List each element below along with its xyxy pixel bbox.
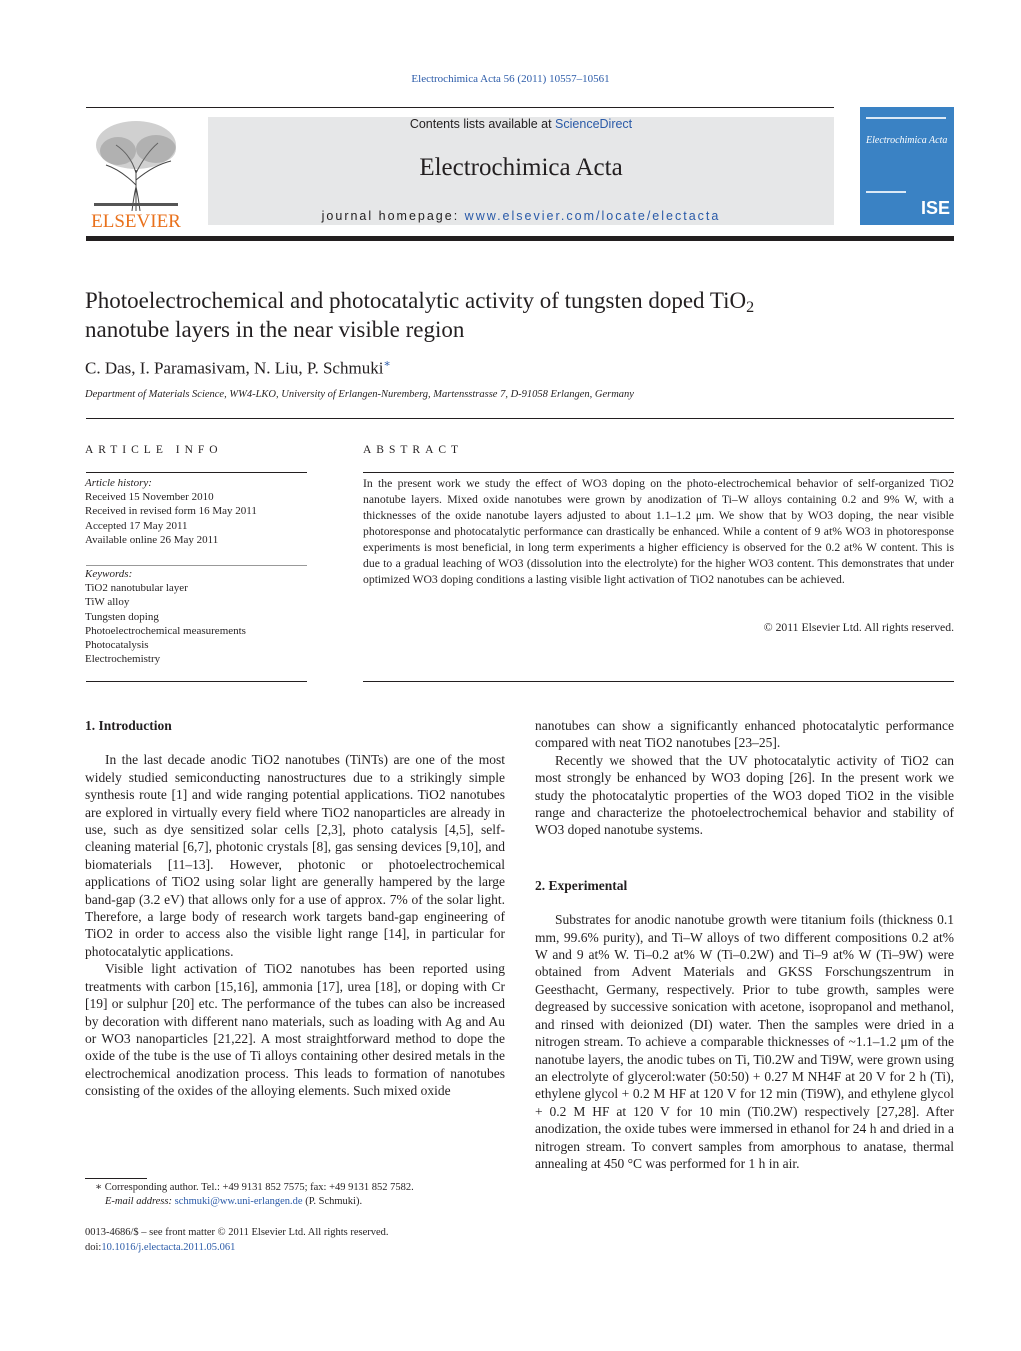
history-revised: Received in revised form 16 May 2011 bbox=[85, 505, 257, 518]
title-line-2: nanotube layers in the near visible region bbox=[85, 317, 465, 342]
authors-text: C. Das, I. Paramasivam, N. Liu, P. Schmuki bbox=[85, 358, 384, 378]
abstract-heading: ABSTRACT bbox=[363, 444, 464, 456]
email-suffix: (P. Schmuki). bbox=[305, 1196, 363, 1208]
cover-rule-2 bbox=[866, 191, 906, 193]
footnote-mark: ∗ bbox=[95, 1182, 103, 1193]
corresponding-author-footnote bbox=[85, 1181, 505, 1210]
intro-paragraph-3: Recently we showed that the UV photocatalytic activity of TiO2 can most strongly be enhanced by WO3 doping [26]. In the present work we study the photocatalytic properties of the WO3 doped TiO2 in the visible range and characterize the photoelectrochemical behavior and stability of WO3 doped nanotube systems. bbox=[535, 752, 954, 838]
abstract-rule-top bbox=[363, 472, 954, 473]
doi-line bbox=[85, 1240, 505, 1255]
keyword-item: Photocatalysis bbox=[85, 639, 149, 652]
cover-title: Electrochimica Acta bbox=[866, 135, 948, 146]
article-title bbox=[85, 286, 945, 344]
front-matter bbox=[85, 1225, 505, 1255]
keyword-item: Electrochemistry bbox=[85, 653, 161, 666]
title-subscript: 2 bbox=[746, 299, 755, 317]
affiliation-rule bbox=[86, 418, 954, 419]
article-info-heading: ARTICLE INFO bbox=[85, 444, 223, 456]
keyword-item: TiO2 nanotubular layer bbox=[85, 582, 188, 595]
intro-paragraph-2: Visible light activation of TiO2 nanotubes has been reported using treatments with carbon [15,16], ammonia [17], urea [18], or doping with Cr [19] or sulphur [20] etc. The performance of the tubes can also be increased by decoration with different nano materials, such as loading with Ag and Au or WO3 nanoparticles [21,22]. A most straightforward method to dope the oxide of the tube is the use of Ti alloys containing other desired metals in the electrochemical anodization process. This leads to formation of nanotubes consisting of the oxides of the alloying elements. Such mixed oxide bbox=[85, 961, 505, 1099]
footnote-rule bbox=[85, 1178, 147, 1179]
experimental-paragraph-1: Substrates for anodic nanotube growth were titanium foils (thickness 0.1 mm, 99.6% purity), and Ti–W alloys of two different compositions 0.2 at% W and 9 at% W. Ti–0.2 at% W (Ti–0.2W) and Ti–9 at% W (Ti–9W) were obtained from Advent Materials and GKSS Forschungszentrum in Geesthacht, Germany, respectively. Prior to tube growth, samples were degreased by successive sonication with acetone, isopropanol and methanol, and rinsed with deionized (DI) water. Then the samples were dried in a nitrogen stream. To achieve a comparable thicknesses of ~1.1–1.2 μm of the nanotube layers, the anodic tubes on Ti, Ti0.2W and Ti9W, were grown using an electrolyte of glycerol:water (50:50) + 0.27 M NH4F at 20 V for 2 h (Ti), ethylene glycol + 0.2 M HF at 120 V for 12 min (Ti9W), and ethylene glycol + 0.2 M HF at 120 V for 10 min (Ti0.2W) respectively [27,28]. After anodization, the oxide tubes were immersed in ethanol for 24 h and dried in a nitrogen stream. To convert samples from amorphous to anatase, thermal annealing at 450 °C was performed for 1 h in air. bbox=[535, 912, 954, 1171]
doi-link[interactable]: 10.1016/j.electacta.2011.05.061 bbox=[101, 1242, 236, 1253]
history-label: Article history: bbox=[85, 477, 152, 489]
history-received: Received 15 November 2010 bbox=[85, 491, 214, 504]
article-info-rule-top bbox=[86, 472, 307, 473]
history-accepted: Accepted 17 May 2011 bbox=[85, 519, 188, 532]
doi-prefix: doi: bbox=[85, 1242, 102, 1253]
header-top-rule bbox=[86, 107, 834, 108]
contents-line bbox=[208, 117, 834, 131]
cover-ise-badge: ISE bbox=[920, 198, 950, 218]
history-online: Available online 26 May 2011 bbox=[85, 533, 219, 546]
homepage-link[interactable]: www.elsevier.com/locate/electacta bbox=[464, 209, 721, 223]
contents-prefix: Contents lists available at bbox=[409, 117, 556, 131]
journal-homepage bbox=[208, 209, 834, 223]
email-label: E-mail address: bbox=[105, 1196, 172, 1208]
journal-reference[interactable]: Electrochimica Acta 56 (2011) 10557–10561 bbox=[411, 73, 610, 85]
article-history bbox=[85, 476, 307, 547]
cover-rule bbox=[866, 117, 946, 119]
homepage-prefix: journal homepage: bbox=[321, 209, 465, 223]
affiliation: Department of Materials Science, WW4-LKO, University of Erlangen-Nuremberg, Martensstrasse 7, D-91058 Erlangen, Germany bbox=[85, 389, 634, 400]
body-column-left bbox=[85, 717, 505, 1100]
elsevier-wordmark: ELSEVIER bbox=[91, 211, 181, 230]
title-line-1: Photoelectrochemical and photocatalytic activity of tungsten doped TiO bbox=[85, 288, 747, 313]
keywords-label: Keywords: bbox=[85, 568, 133, 580]
elsevier-logo bbox=[86, 115, 186, 230]
footnote-contact: Corresponding author. Tel.: +49 9131 852 7575; fax: +49 9131 852 7582. bbox=[104, 1182, 414, 1193]
header-thick-rule bbox=[86, 236, 954, 241]
author-list bbox=[85, 357, 391, 379]
intro-paragraph-1: In the last decade anodic TiO2 nanotubes (TiNTs) are one of the most widely studied semiconducting nanostructures due to a strikingly simple synthesis route [1] and wide ranging potential applications. TiO2 nanotubes are explored in virtually every field where TiO2 nanoparticles are already in use, such as dye sensitized solar cells [2,3], photo catalysis [4,5], self-cleaning material [6,7], photonic crystals [8], gas sensing devices [9,10], and biomaterials [11–13]. However, photonic or photoelectrochemical applications of TiO2 using solar light are generally hampered by the large band-gap (3.2 eV) that allows only for a use of approx. 7% of the solar light. Therefore, a large body of research work targets band-gap engineering of TiO2 in order to access also the visible light range [14], in particular for photocatalytic applications. bbox=[85, 752, 505, 959]
keyword-item: Tungsten doping bbox=[85, 610, 159, 623]
article-info-rule-mid bbox=[86, 565, 307, 566]
section-heading-experimental: 2. Experimental bbox=[535, 877, 628, 893]
journal-cover-thumbnail[interactable] bbox=[860, 107, 954, 225]
corresponding-author-mark[interactable]: ∗ bbox=[383, 358, 391, 370]
journal-name: Electrochimica Acta bbox=[419, 154, 623, 181]
body-column-right bbox=[535, 717, 954, 1172]
intro-paragraph-2-continued: nanotubes can show a significantly enhanced photocatalytic performance compared with neat TiO2 nanotubes [23–25]. bbox=[535, 718, 954, 751]
sciencedirect-link[interactable]: ScienceDirect bbox=[555, 117, 633, 131]
abstract-copyright: © 2011 Elsevier Ltd. All rights reserved. bbox=[763, 621, 954, 634]
keyword-item: TiW alloy bbox=[85, 596, 130, 609]
email-link[interactable]: schmuki@ww.uni-erlangen.de bbox=[174, 1196, 303, 1208]
abstract-text: In the present work we study the effect of WO3 doping on the photo-electrochemical behavior of self-organized TiO2 nanotube layers. Mixed oxide nanotubes were grown by anodization of Ti–W alloys containing 0.2 and 9% W, with a thicknesses of the oxide nanotube layers adjusted to about 1.1–1.2 μm. We show that by WO3 doping, the near visible photoresponse and photocatalytic performance can drastically be enhanced. While a content of 9 at% WO3 in photoresponse experiments is most beneficial, in long term experiments a higher efficiency is observed for the 0.2 at% W content. This is due to a gradual leaching of WO3 (dissolution into the electrolyte) for the higher WO3 content. This demonstrates that under optimized WO3 doping conditions a lasting visible light activation of TiO2 nanotubes can be achieved. bbox=[363, 477, 954, 586]
keywords bbox=[85, 567, 307, 666]
abstract-rule-bottom bbox=[363, 681, 954, 682]
issn-line: 0013-4686/$ – see front matter © 2011 Elsevier Ltd. All rights reserved. bbox=[85, 1227, 389, 1238]
keyword-item: Photoelectrochemical measurements bbox=[85, 624, 246, 637]
section-heading-introduction: 1. Introduction bbox=[85, 718, 172, 733]
article-info-rule-bottom bbox=[86, 681, 307, 682]
